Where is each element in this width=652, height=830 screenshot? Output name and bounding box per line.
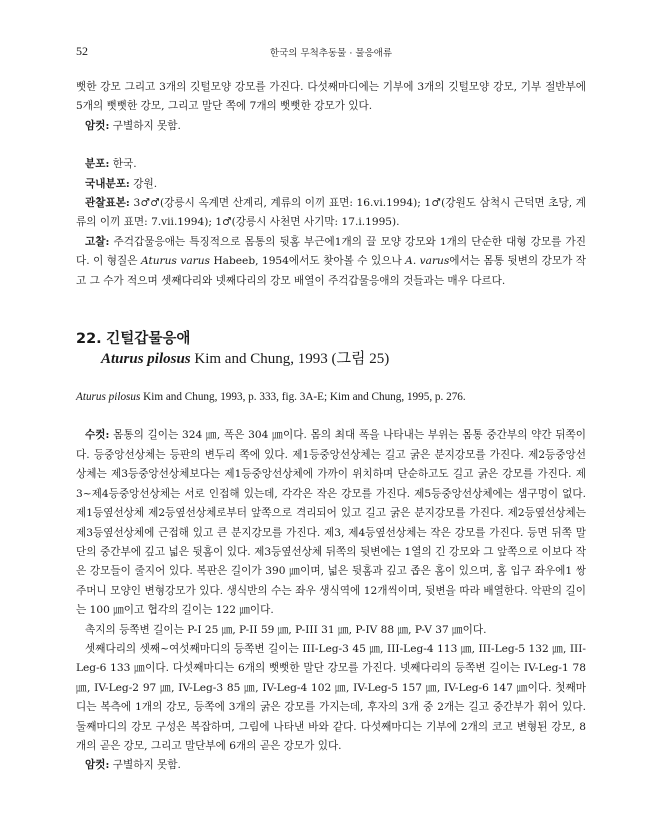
domestic-label: 국내분포: bbox=[85, 177, 130, 190]
female-description bbox=[76, 756, 586, 775]
male-label: 수컷: bbox=[85, 429, 110, 442]
remarks-part1: 주걱갑물응애는 특징적으로 몸통의 뒷홈 부근에1개의 끌 모양 강모와 1개의 단순한 대형 강모를 가진다. 이 형질은 bbox=[76, 235, 586, 268]
remarks-part3: 에서는 몸통 뒷변의 강모가 작고 그 수가 적으며 셋째다리와 넷째다리의 강모 배열이 주걱갑물응애의 것들과는 매우 다르다. bbox=[76, 255, 587, 287]
species-authority: Kim and Chung, 1993 bbox=[190, 351, 328, 368]
citation-text: Kim and Chung, 1993, p. 333, fig. 3A-E; Kim and Chung, 1995, p. 276. bbox=[140, 391, 466, 404]
domestic-text: 강원. bbox=[129, 177, 158, 190]
citation-taxon: Aturus pilosus bbox=[76, 391, 141, 404]
specimens-text: 3♂♂(강릉시 옥계면 산계리, 계류의 이끼 표면: 16.vi.1994); 1♂(강원도 삼척시 근덕면 초당, 계류의 이끼 표면: 7.vii.1994); 1♂(강릉시 사천면 사기막: 17.i.1995). bbox=[76, 197, 586, 229]
species-korean-name: 긴털갑물응애 bbox=[106, 331, 191, 348]
distribution-text: 한국. bbox=[109, 158, 137, 171]
male-text: 몸통의 길이는 324 ㎛, 폭은 304 ㎛이다. 몸의 최대 폭을 나타내는 부위는 몸통 중간부의 약간 뒤쪽이다. 등중앙선상체는 등판의 변두리 쪽에 있다. 제1등중앙선상체는 길고 굵은 분지강모를 가진다. 제2등중앙선상체는 제3등중앙선상체보다는 제1등중앙선상체에 가까이 위치하며 단순하고도 길고 굵은 강모를 가진다. 제3~제4등중앙선상체는 서로 인접해 있는데, 각각은 작은 강모를 가진다. 제5등중앙선상체에는 샘구멍이 없다. 제1등옆선상체 제2등옆선상체로부터 앞쪽으로 격리되어 있고 길고 굵은 분지강모를 가진다. 제2등옆선상체는 제3등옆선상체에 근접해 있고 큰 분지강모를 가진다. 제3, 제4등옆선상체는 작은 강모를 가진다. 등면 뒤쪽 말단의 중간부에 깊고 넓은 뒷홈이 있다. 제3등옆선상체 뒤쪽의 뒷변에는 1열의 긴 강모와 그 앞쪽으로 이보다 작은 강모들이 줄지어 있다. 복판은 길이가 390 ㎛이며, 넓은 뒷홈과 깊고 좁은 홈이 있으며, 홈 입구 좌우에1 쌍 주머니 모양인 변형강모가 있다. 생식반의 수는 좌우 생식역에 12개씩이며, 뒷변을 따라 배열한다. 악판의 길이는 100 ㎛이고 협각의 길이는 122 ㎛이다. bbox=[76, 429, 586, 617]
species-number: 22. bbox=[76, 331, 102, 348]
legs-description: 셋째다리의 셋째~여섯째마디의 등쪽변 길이는 III-Leg-3 45 ㎛, III-Leg-4 113 ㎛, III-Leg-5 132 ㎛, III-Leg-6 133 ㎛이다. 다섯째마디는 6개의 뻣뻣한 말단 강모를 가진다. 넷째다리의 등쪽변 길이는 IV-Leg-1 78 ㎛, IV-Leg-2 97 ㎛, IV-Leg-3 85 ㎛, IV-Leg-4 102 ㎛, IV-Leg-5 157 ㎛, IV-Leg-6 147 ㎛이다. 첫째마디는 복측에 1개의 강모, 등쪽에 3개의 굵은 강모를 가지는데, 후자의 3개 중 2개는 길고 중간부가 휘어 있다. 둘째마디의 강모 구성은 복잡하며, 그림에 나타낸 바와 같다. 다섯째마디는 기부에 2개의 코고 변형된 강모, 8개의 곧은 강모, 그리고 말단부에 6개의 곧은 강모가 있다. bbox=[76, 642, 586, 752]
species-scientific-line bbox=[76, 349, 586, 369]
specimens-label: 관찰표본: bbox=[85, 197, 130, 210]
palp-description: 촉지의 등쪽변 길이는 P-I 25 ㎛, P-II 59 ㎛, P-III 31 ㎛, P-IV 88 ㎛, P-V 37 ㎛이다. bbox=[85, 623, 487, 636]
remarks bbox=[76, 233, 586, 291]
distribution bbox=[76, 155, 586, 174]
female-label-2: 암컷: bbox=[85, 759, 110, 772]
female-label: 암컷: bbox=[85, 119, 110, 132]
remarks-taxon1: Aturus varus bbox=[140, 255, 210, 268]
distribution-label: 분포: bbox=[85, 158, 110, 171]
domestic-distribution bbox=[76, 175, 586, 194]
page-number: 52 bbox=[76, 44, 88, 58]
specimens bbox=[76, 194, 586, 233]
remarks-label: 고찰: bbox=[85, 235, 110, 248]
remarks-part2: Habeeb, 1954에서도 찾아볼 수 있으나 bbox=[209, 255, 406, 268]
intro-paragraph: 뻣한 강모 그리고 3개의 깃털모양 강모를 가진다. 다섯째마디에는 기부에 3개의 깃털모양 강모, 기부 절반부에 5개의 뻣뻣한 강모, 그리고 말단 쪽에 7개의 뻣뻣한 강모가 있다. bbox=[76, 81, 587, 113]
species-scientific-name: Aturus pilosus bbox=[101, 351, 191, 368]
figure-reference: (그림 25) bbox=[327, 351, 390, 368]
male-description bbox=[76, 426, 586, 620]
remarks-taxon2: A. varus bbox=[405, 255, 450, 268]
synonymy-citation bbox=[76, 388, 586, 407]
intro-female bbox=[76, 117, 586, 136]
female-text-2: 구별하지 못함. bbox=[109, 759, 181, 772]
running-header bbox=[76, 44, 586, 60]
running-title: 한국의 무척추동물 · 물응애류 bbox=[269, 48, 393, 59]
female-text: 구별하지 못함. bbox=[109, 119, 181, 132]
species-heading bbox=[76, 329, 586, 349]
page-content bbox=[76, 78, 586, 776]
